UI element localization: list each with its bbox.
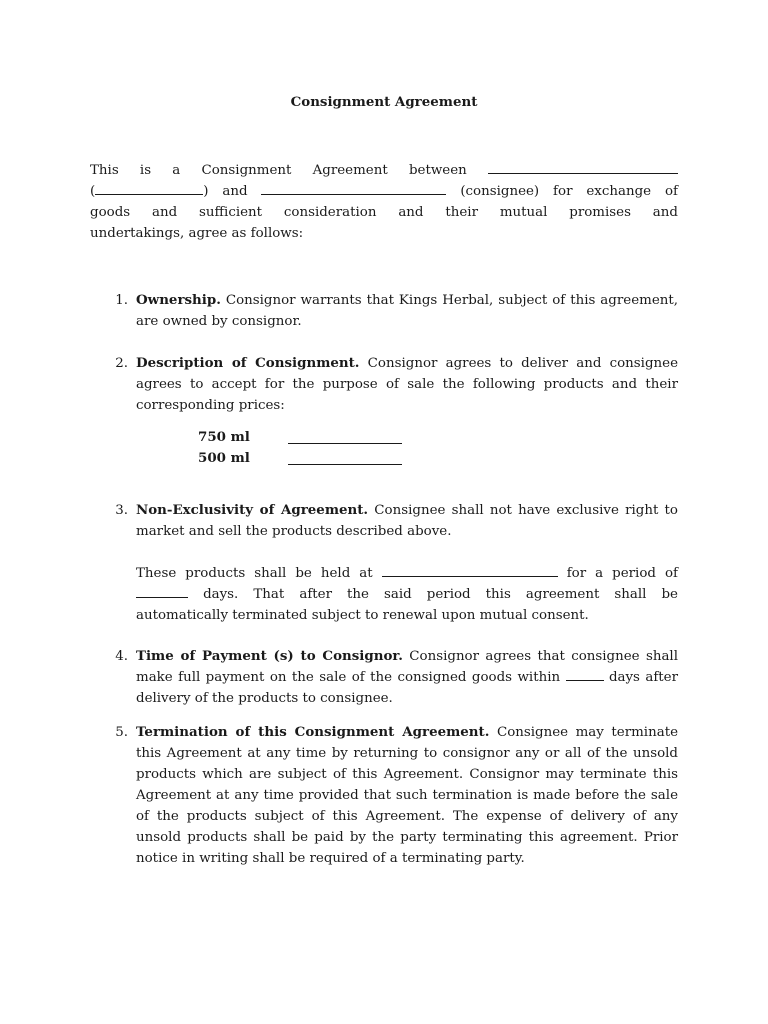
payment-days-blank bbox=[566, 668, 604, 681]
clause-ownership bbox=[108, 290, 678, 332]
clause-number: 2. bbox=[115, 356, 128, 371]
price-blank bbox=[288, 452, 402, 465]
clause-number: 4. bbox=[115, 649, 128, 664]
price-list bbox=[198, 427, 678, 469]
consignor-blank bbox=[488, 161, 678, 174]
clause-termination bbox=[108, 722, 678, 869]
clause-time-of-payment: 4. Time of Payment (s) to Consignor. Consignor agrees that consignee shall make full payment on the sale of the consigned goods within days after delivery of the products to consignee. bbox=[108, 646, 678, 709]
clause-heading: Ownership. bbox=[136, 292, 221, 308]
intro-paragraph bbox=[90, 160, 678, 244]
clause-text: Consignee may terminate this Agreement at any time by returning to consignor any or all of the unsold products which are subject of this Agreement. Consignor may terminate this Agreement at any time provided that such termination is made before the sale of the products subject of this Agreement. The expense of delivery of any unsold products shall be paid by the party terminating this agreement. Prior notice in writing shall be required of a terminating party. bbox=[136, 725, 678, 866]
price-blank bbox=[288, 431, 402, 444]
clause-text: Consignee shall not have exclusive right to market and sell the products described above. bbox=[136, 503, 678, 539]
price-label: 750 ml bbox=[198, 429, 250, 445]
clause-non-exclusivity bbox=[108, 500, 678, 626]
clause-number: 5. bbox=[115, 725, 128, 740]
price-label: 500 ml bbox=[198, 450, 250, 466]
clause-number: 1. bbox=[115, 293, 128, 308]
holding-paragraph: These products shall be held at for a period of days. That after the said period this agreement shall be automatically terminated subject to renewal upon mutual consent. bbox=[136, 566, 679, 623]
location-blank bbox=[382, 564, 558, 577]
clause-heading: Time of Payment (s) to Consignor. bbox=[136, 648, 403, 664]
consignor-address-blank bbox=[95, 182, 203, 195]
clause-text: Consignor warrants that Kings Herbal, subject of this agreement, are owned by consignor. bbox=[136, 293, 678, 329]
days-blank bbox=[136, 585, 188, 598]
clause-description bbox=[108, 353, 678, 469]
clause-heading: Description of Consignment. bbox=[136, 355, 360, 371]
clause-number: 3. bbox=[115, 503, 128, 518]
intro-line-1: This is a Consignment Agreement between bbox=[90, 160, 678, 181]
price-row bbox=[198, 427, 678, 448]
consignee-blank bbox=[261, 182, 446, 195]
intro-line-2: ( ) and (consignee) for exchange of bbox=[90, 184, 678, 199]
clause-text: Consignor agrees that consignee shall make full payment on the sale of the consigned goods within bbox=[136, 649, 678, 685]
clause-heading: Termination of this Consignment Agreement. bbox=[136, 724, 490, 740]
intro-line-4: undertakings, agree as follows: bbox=[90, 226, 304, 241]
clause-text: Consignor agrees to deliver and consignee agrees to accept for the purpose of sale the following products and their corresponding prices: bbox=[136, 356, 679, 413]
price-row bbox=[198, 448, 678, 469]
document-title: Consignment Agreement bbox=[290, 94, 478, 110]
clause-heading: Non-Exclusivity of Agreement. bbox=[136, 502, 369, 518]
intro-line-3: goods and sufficient consideration and their mutual promises and bbox=[90, 205, 678, 220]
